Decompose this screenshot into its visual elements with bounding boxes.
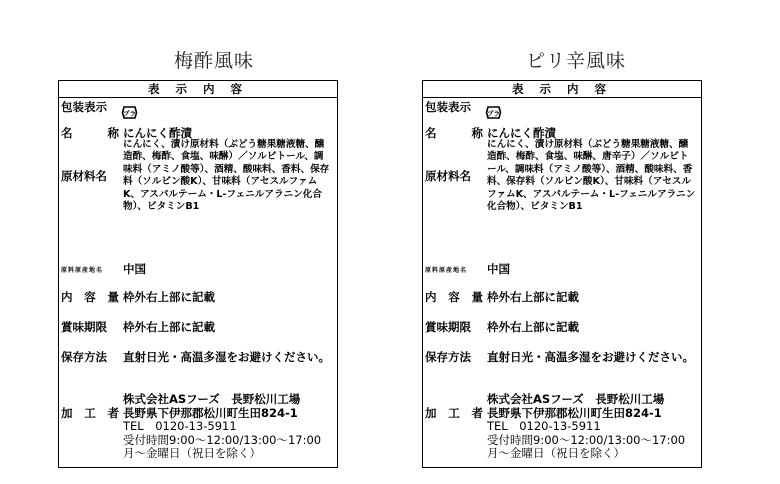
label-box-ume (58, 80, 338, 468)
packaging-key: 包装表示 (61, 100, 107, 114)
ingredients-key: 原材料名 (61, 169, 107, 183)
maker-key: 加 工 者 (61, 406, 119, 420)
maker-tel: TEL 0120-13-5911 (487, 419, 601, 433)
ingredients-key: 原材料名 (425, 169, 471, 183)
volume-key: 内 容 量 (61, 290, 119, 304)
ingredients-value: にんにく、漬け原材料（ぶどう糖果糖液糖、醸造酢、梅酢、食塩、味醂）／ソルビトール、調味料（アミノ酸等）、酒精、酸味料、香料、保存料（ソルビン酸K）、甘味料（アセスルファムK、アスパルテーム・L-フェニルアラニン化合物）、ビタミンB1 (123, 139, 330, 213)
maker-hours: 受付時間9:00～12:00/13:00～17:00 (487, 432, 686, 447)
maker-company: 株式会社ASフーズ 長野松川工場 (123, 392, 301, 406)
label-header: 表 示 内 容 (59, 81, 337, 98)
name-key: 名 称 (61, 126, 119, 140)
maker-value (123, 393, 333, 461)
name-key: 名 称 (425, 126, 483, 140)
maker-days: 月～金曜日（祝日を除く） (487, 446, 625, 460)
bestbefore-value: 枠外右上部に記載 (487, 320, 579, 334)
origin-key: 原料原産地名 (61, 267, 104, 274)
label-box-pirikara (422, 80, 702, 468)
recycle-mark-text: プラ (123, 109, 136, 118)
maker-days: 月～金曜日（祝日を除く） (123, 446, 261, 460)
storage-value: 直射日光・高温多湿をお避けください。 (123, 350, 330, 364)
recycle-mark-text: プラ (487, 109, 500, 118)
origin-key: 原料原産地名 (425, 267, 468, 274)
origin-value: 中国 (123, 262, 146, 276)
maker-address: 長野県下伊那郡松川町生田824-1 (487, 405, 662, 420)
label-header: 表 示 内 容 (423, 81, 701, 98)
bestbefore-value: 枠外右上部に記載 (123, 320, 215, 334)
panel-title-pirikara: ピリ辛風味 (525, 50, 626, 72)
recycle-pla-icon (121, 105, 138, 120)
volume-key: 内 容 量 (425, 290, 483, 304)
maker-tel: TEL 0120-13-5911 (123, 419, 237, 433)
volume-value: 枠外右上部に記載 (123, 290, 215, 304)
volume-value: 枠外右上部に記載 (487, 290, 579, 304)
recycle-pla-icon (485, 105, 502, 120)
bestbefore-key: 賞味期限 (61, 320, 107, 334)
name-value: にんにく酢漬 (487, 126, 556, 140)
maker-hours: 受付時間9:00～12:00/13:00～17:00 (123, 432, 322, 447)
storage-key: 保存方法 (425, 350, 471, 364)
origin-value: 中国 (487, 262, 510, 276)
maker-company: 株式会社ASフーズ 長野松川工場 (487, 392, 665, 406)
packaging-key: 包装表示 (425, 100, 471, 114)
maker-value (487, 393, 697, 461)
name-value: にんにく酢漬 (123, 126, 192, 140)
maker-key: 加 工 者 (425, 406, 483, 420)
panel-title-ume: 梅酢風味 (173, 50, 254, 72)
ingredients-value: にんにく、漬け原材料（ぶどう糖果糖液糖、醸造酢、梅酢、食塩、味醂、唐辛子）／ソルビトール、調味料（アミノ酸等）、酒精、酸味料、香料、保存料（ソルビン酸K）、甘味料（アセスルファムK、アスパルテーム・L-フェニルアラニン化合物）、ビタミンB1 (487, 139, 696, 213)
storage-value: 直射日光・高温多湿をお避けください。 (487, 350, 694, 364)
maker-address: 長野県下伊那郡松川町生田824-1 (123, 405, 298, 420)
storage-key: 保存方法 (61, 350, 107, 364)
bestbefore-key: 賞味期限 (425, 320, 471, 334)
